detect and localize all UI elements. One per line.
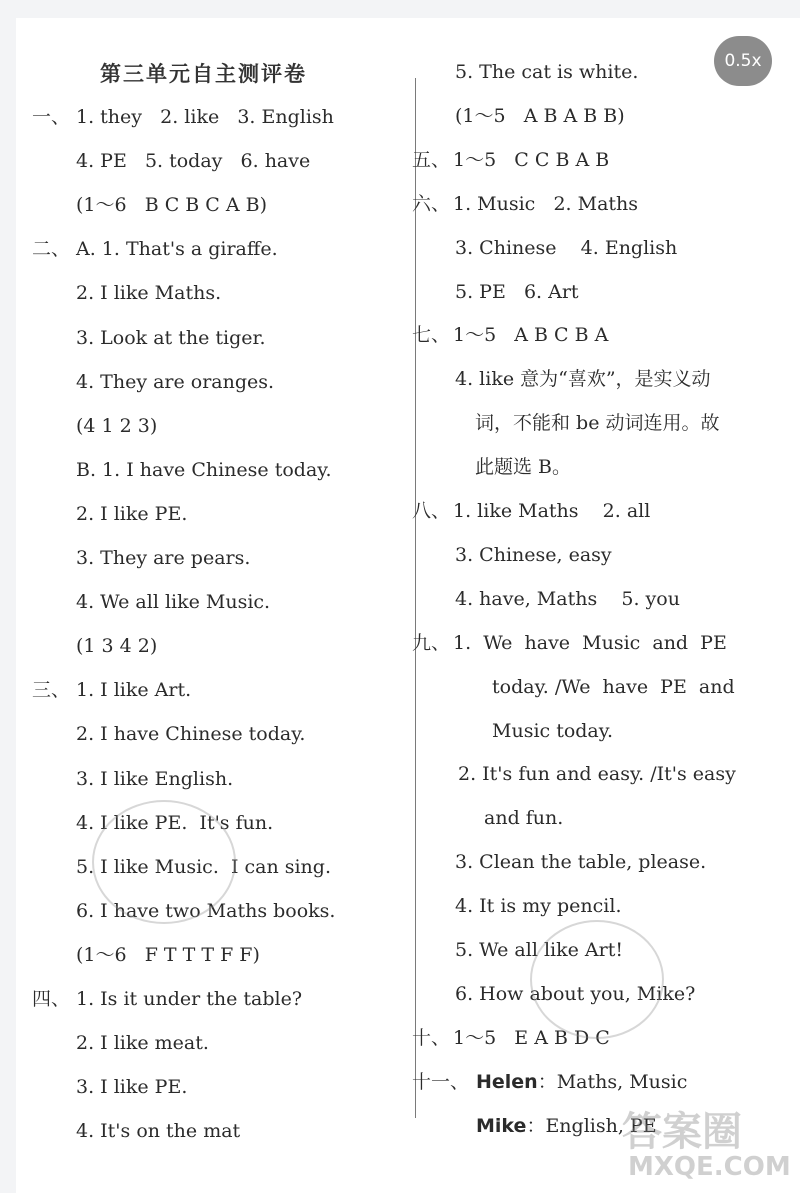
answer-line xyxy=(76,326,266,350)
answer-text: 3. I like English. xyxy=(76,767,234,790)
answer-text: 2. I like PE. xyxy=(76,502,188,525)
answer-text: 5. PE 6. Art xyxy=(455,280,579,303)
answer-line xyxy=(453,148,609,172)
section-number: 五、 xyxy=(412,148,451,171)
section-number: 六、 xyxy=(412,192,451,215)
answer-line xyxy=(453,631,727,655)
answer-text: 4. PE 5. today 6. have xyxy=(76,150,311,173)
answer-text: A. 1. That's a giraffe. xyxy=(76,238,278,261)
answer-line xyxy=(492,719,613,743)
answer-text: (1～5 A B A B B) xyxy=(455,104,625,127)
answer-text: 3. Chinese 4. English xyxy=(455,236,678,259)
answer-text: 4. It is my pencil. xyxy=(455,895,622,918)
answer-text: 词，不能和 be 动词连用。故 xyxy=(475,412,720,435)
section-number: 二、 xyxy=(32,238,71,261)
student-name: Helen xyxy=(476,1070,538,1093)
answer-line xyxy=(76,899,335,923)
watermark-logo: 答案圈 xyxy=(622,1109,742,1155)
watermark-url: MXQE.COM xyxy=(628,1152,791,1182)
answer-text: 3. Chinese, easy xyxy=(455,543,612,566)
section-number: 十一、 xyxy=(412,1070,470,1093)
answer-line xyxy=(455,543,612,567)
answer-text: (1～6 B C B C A B) xyxy=(76,194,268,217)
answer-text: 4. have, Maths 5. you xyxy=(455,587,680,610)
answer-text: 4. We all like Music. xyxy=(76,591,271,614)
answer-text: 5. I like Music. I can sing. xyxy=(76,855,331,878)
answer-text: ：English, PE xyxy=(526,1114,657,1137)
answer-line xyxy=(453,499,650,523)
answer-line xyxy=(76,105,334,129)
answer-line xyxy=(76,237,278,261)
answer-line xyxy=(76,1031,209,1055)
answer-line xyxy=(76,722,305,746)
answer-text: and fun. xyxy=(484,807,564,830)
answer-line xyxy=(455,587,680,611)
answer-line xyxy=(76,634,157,658)
answer-line xyxy=(455,60,638,84)
answer-line xyxy=(484,806,563,830)
answer-line xyxy=(453,192,638,216)
answer-text: 4. It's on the mat xyxy=(76,1120,241,1143)
answer-text: B. 1. I have Chinese today. xyxy=(76,458,332,481)
column-divider xyxy=(415,78,416,1118)
answer-line xyxy=(76,193,267,217)
answer-text: 1. they 2. like 3. English xyxy=(76,106,334,128)
answer-text: 1～5 E A B D C xyxy=(453,1026,610,1049)
answer-line xyxy=(475,455,571,479)
answer-text: 3. I like PE. xyxy=(76,1076,188,1099)
answer-line xyxy=(476,1114,657,1138)
answer-text: 2. It's fun and easy. /It's easy xyxy=(458,763,736,786)
answer-line xyxy=(76,546,250,570)
answer-text: 6. I have two Maths books. xyxy=(76,899,336,922)
student-name: Mike xyxy=(476,1114,527,1137)
answer-text: 1. Music 2. Maths xyxy=(453,192,639,215)
answer-text: 2. I like Maths. xyxy=(76,282,222,305)
answer-text: 3. Look at the tiger. xyxy=(76,326,266,349)
answer-line xyxy=(475,411,720,435)
answer-text: 3. They are pears. xyxy=(76,547,251,569)
section-number: 四、 xyxy=(32,988,71,1010)
answer-text: 1. I like Art. xyxy=(76,679,192,702)
answer-text: 4. I like PE. It's fun. xyxy=(76,811,274,834)
answer-text: 1. like Maths 2. all xyxy=(453,500,651,522)
answer-text: 5. We all like Art! xyxy=(455,939,623,961)
answer-line xyxy=(76,458,332,482)
answer-text: 5. The cat is white. xyxy=(455,61,639,83)
answer-line xyxy=(76,811,273,835)
section-number: 九、 xyxy=(412,631,451,654)
answer-text: (1 3 4 2) xyxy=(76,635,158,658)
answer-text: today. /We have PE and xyxy=(492,675,735,698)
answer-line xyxy=(76,149,310,173)
answer-line xyxy=(76,414,157,438)
answer-line xyxy=(455,850,706,874)
section-number: 一、 xyxy=(32,106,71,128)
answer-line xyxy=(455,982,695,1006)
answer-text: 4. like 意为“喜欢”，是实义动 xyxy=(455,368,711,391)
answer-text: (1～6 F T T T F F) xyxy=(76,943,260,966)
answer-line xyxy=(492,675,735,699)
answer-line xyxy=(455,104,625,128)
answer-text: Music today. xyxy=(492,719,614,742)
answer-text: 4. They are oranges. xyxy=(76,370,275,393)
answer-line xyxy=(76,281,221,305)
answer-line xyxy=(476,1070,687,1094)
answer-line xyxy=(455,236,677,260)
section-number: 十、 xyxy=(412,1026,451,1049)
answer-line xyxy=(76,1119,240,1143)
answer-line xyxy=(76,1075,187,1099)
zoom-badge[interactable]: 0.5x xyxy=(714,36,772,86)
answer-text: 此题选 B。 xyxy=(475,456,572,479)
answer-text: 2. I like meat. xyxy=(76,1032,209,1055)
answer-text: 1. We have Music and PE xyxy=(453,631,727,654)
answer-line xyxy=(455,894,621,918)
answer-text: 1～5 A B C B A xyxy=(453,324,609,347)
answer-line xyxy=(455,938,623,962)
answer-line xyxy=(458,762,736,786)
section-number: 八、 xyxy=(412,500,451,522)
answer-text: 3. Clean the table, please. xyxy=(455,851,707,874)
answer-line xyxy=(76,590,270,614)
answer-text: 1. Is it under the table? xyxy=(76,988,303,1010)
section-number: 七、 xyxy=(412,324,451,347)
answer-text: (4 1 2 3) xyxy=(76,414,158,437)
answer-line xyxy=(76,767,233,791)
answer-text: 6. How about you, Mike? xyxy=(455,982,696,1005)
answer-line xyxy=(453,323,608,347)
answer-line xyxy=(455,367,711,391)
answer-text: ：Maths, Music xyxy=(537,1070,688,1093)
answer-line xyxy=(76,370,274,394)
page-title: 第三单元自主测评卷 xyxy=(100,62,307,86)
section-number: 三、 xyxy=(32,679,71,702)
answer-text: 2. I have Chinese today. xyxy=(76,723,306,746)
answer-line xyxy=(76,855,331,879)
answer-text: 1～5 C C B A B xyxy=(453,148,610,171)
answer-line xyxy=(76,502,187,526)
answer-line xyxy=(453,1026,610,1050)
answer-line xyxy=(455,280,579,304)
answer-line xyxy=(76,678,191,702)
answer-line xyxy=(76,987,302,1011)
answer-line xyxy=(76,943,260,967)
